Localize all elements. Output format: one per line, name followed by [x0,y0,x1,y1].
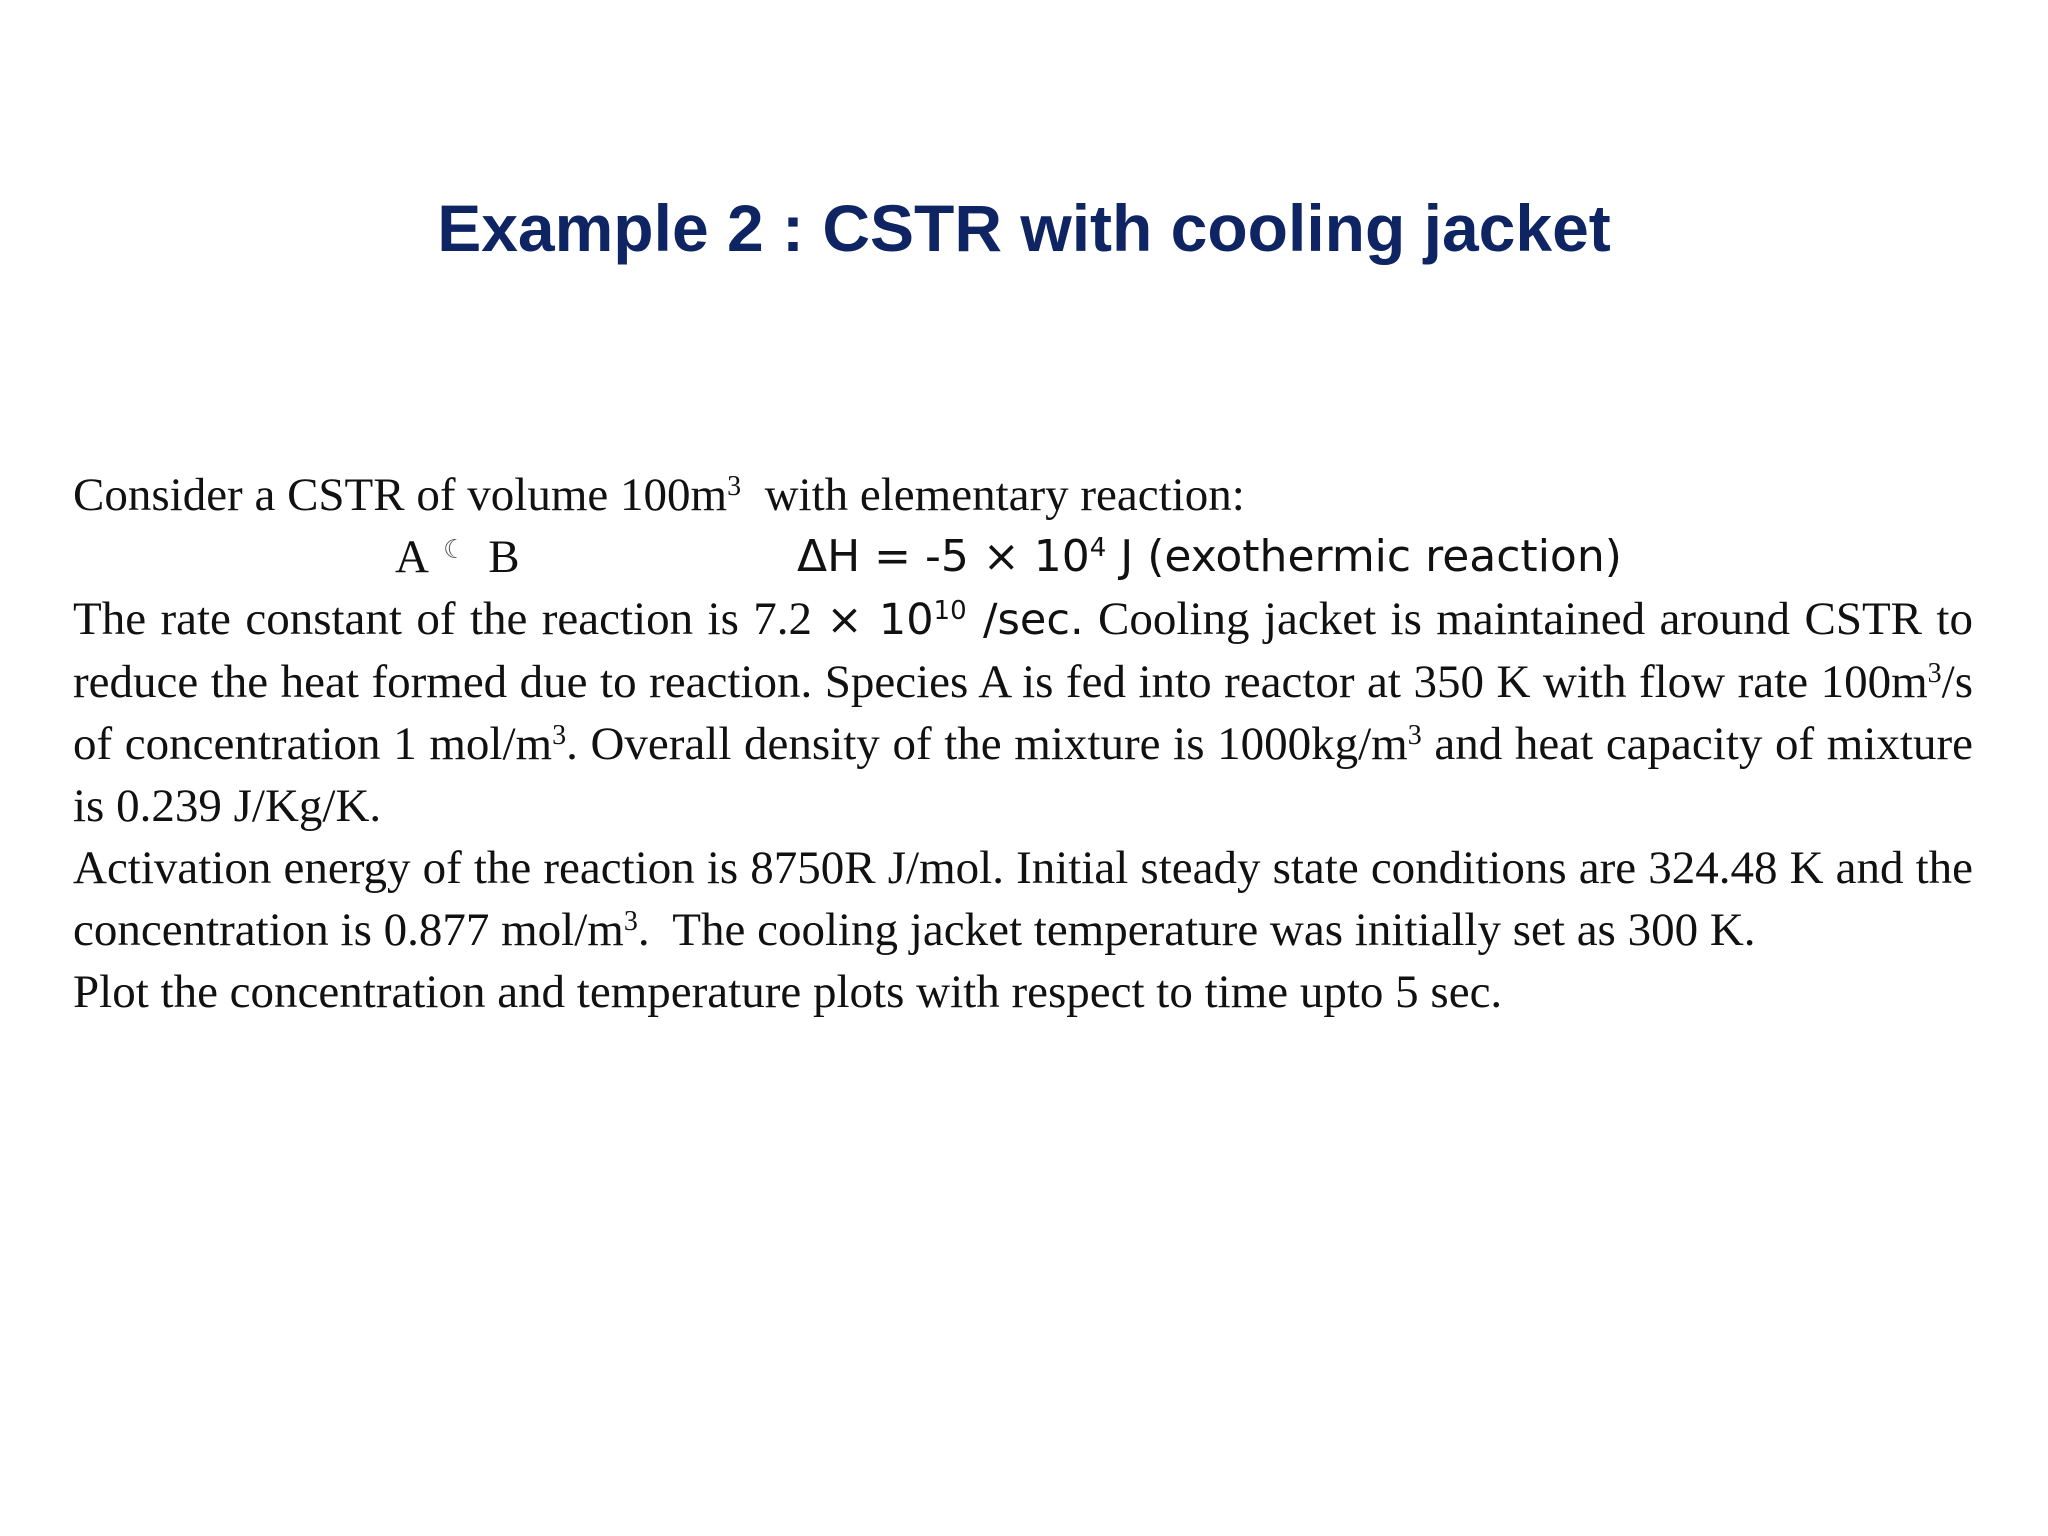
p1-t2-sup: 10 [933,596,967,626]
p1-t4-sup: 3 [1927,658,1942,689]
reactant: A [395,531,429,583]
p2-t1-sup: 3 [623,906,638,937]
slide-body [73,464,1973,1023]
slide-title: Example 2 : CSTR with cooling jacket [437,191,1611,265]
p1-t1: The rate constant of the reaction is 7.2 [73,593,827,645]
product: B [488,531,520,583]
p1-t5-sup: 3 [552,720,567,751]
enthalpy-main: ΔH = -5 × 10 [797,531,1090,582]
intro-line [73,464,1973,526]
p1-t7: and heat capacity of mixture is 0.239 J/Kg/K. [73,718,1973,832]
intro-sup: 3 [727,471,742,502]
p1-t3: /sec. [966,595,1084,645]
enthalpy-text [797,526,1622,588]
enthalpy-sup: 4 [1089,533,1107,563]
paragraph-plot: Plot the concentration and temperature plots with respect to time upto 5 sec. [73,966,1503,1018]
enthalpy-end: J (exothermic reaction) [1106,531,1622,582]
paragraph-rate [73,588,1973,837]
reaction-line [73,526,1973,588]
reaction-equation: A ☾ B [395,531,520,583]
intro-text: Consider a CSTR of volume 100m [73,469,728,521]
paragraph-activation [73,837,1973,961]
p1-t5: /s of concentration 1 mol/m [73,656,1973,770]
p1-t6-sup: 3 [1407,720,1422,751]
p2-t1: Activation energy of the reaction is 8750R J/mol. Initial steady state conditions are 324.48 K and the concentration is 0.877 mol/m [73,842,1973,956]
p1-t4: Cooling jacket is maintained around CSTR to reduce the heat formed due to reaction. Species A is fed into reactor at 350 K with flow rate 100m [73,593,1973,708]
p2-t2: . The cooling jacket temperature was initially set as 300 K. [637,904,1756,956]
p1-t2: × 10 [826,595,934,645]
p1-t6: . Overall density of the mixture is 1000kg/m [566,718,1408,770]
intro-text-end: with elementary reaction: [741,469,1245,521]
